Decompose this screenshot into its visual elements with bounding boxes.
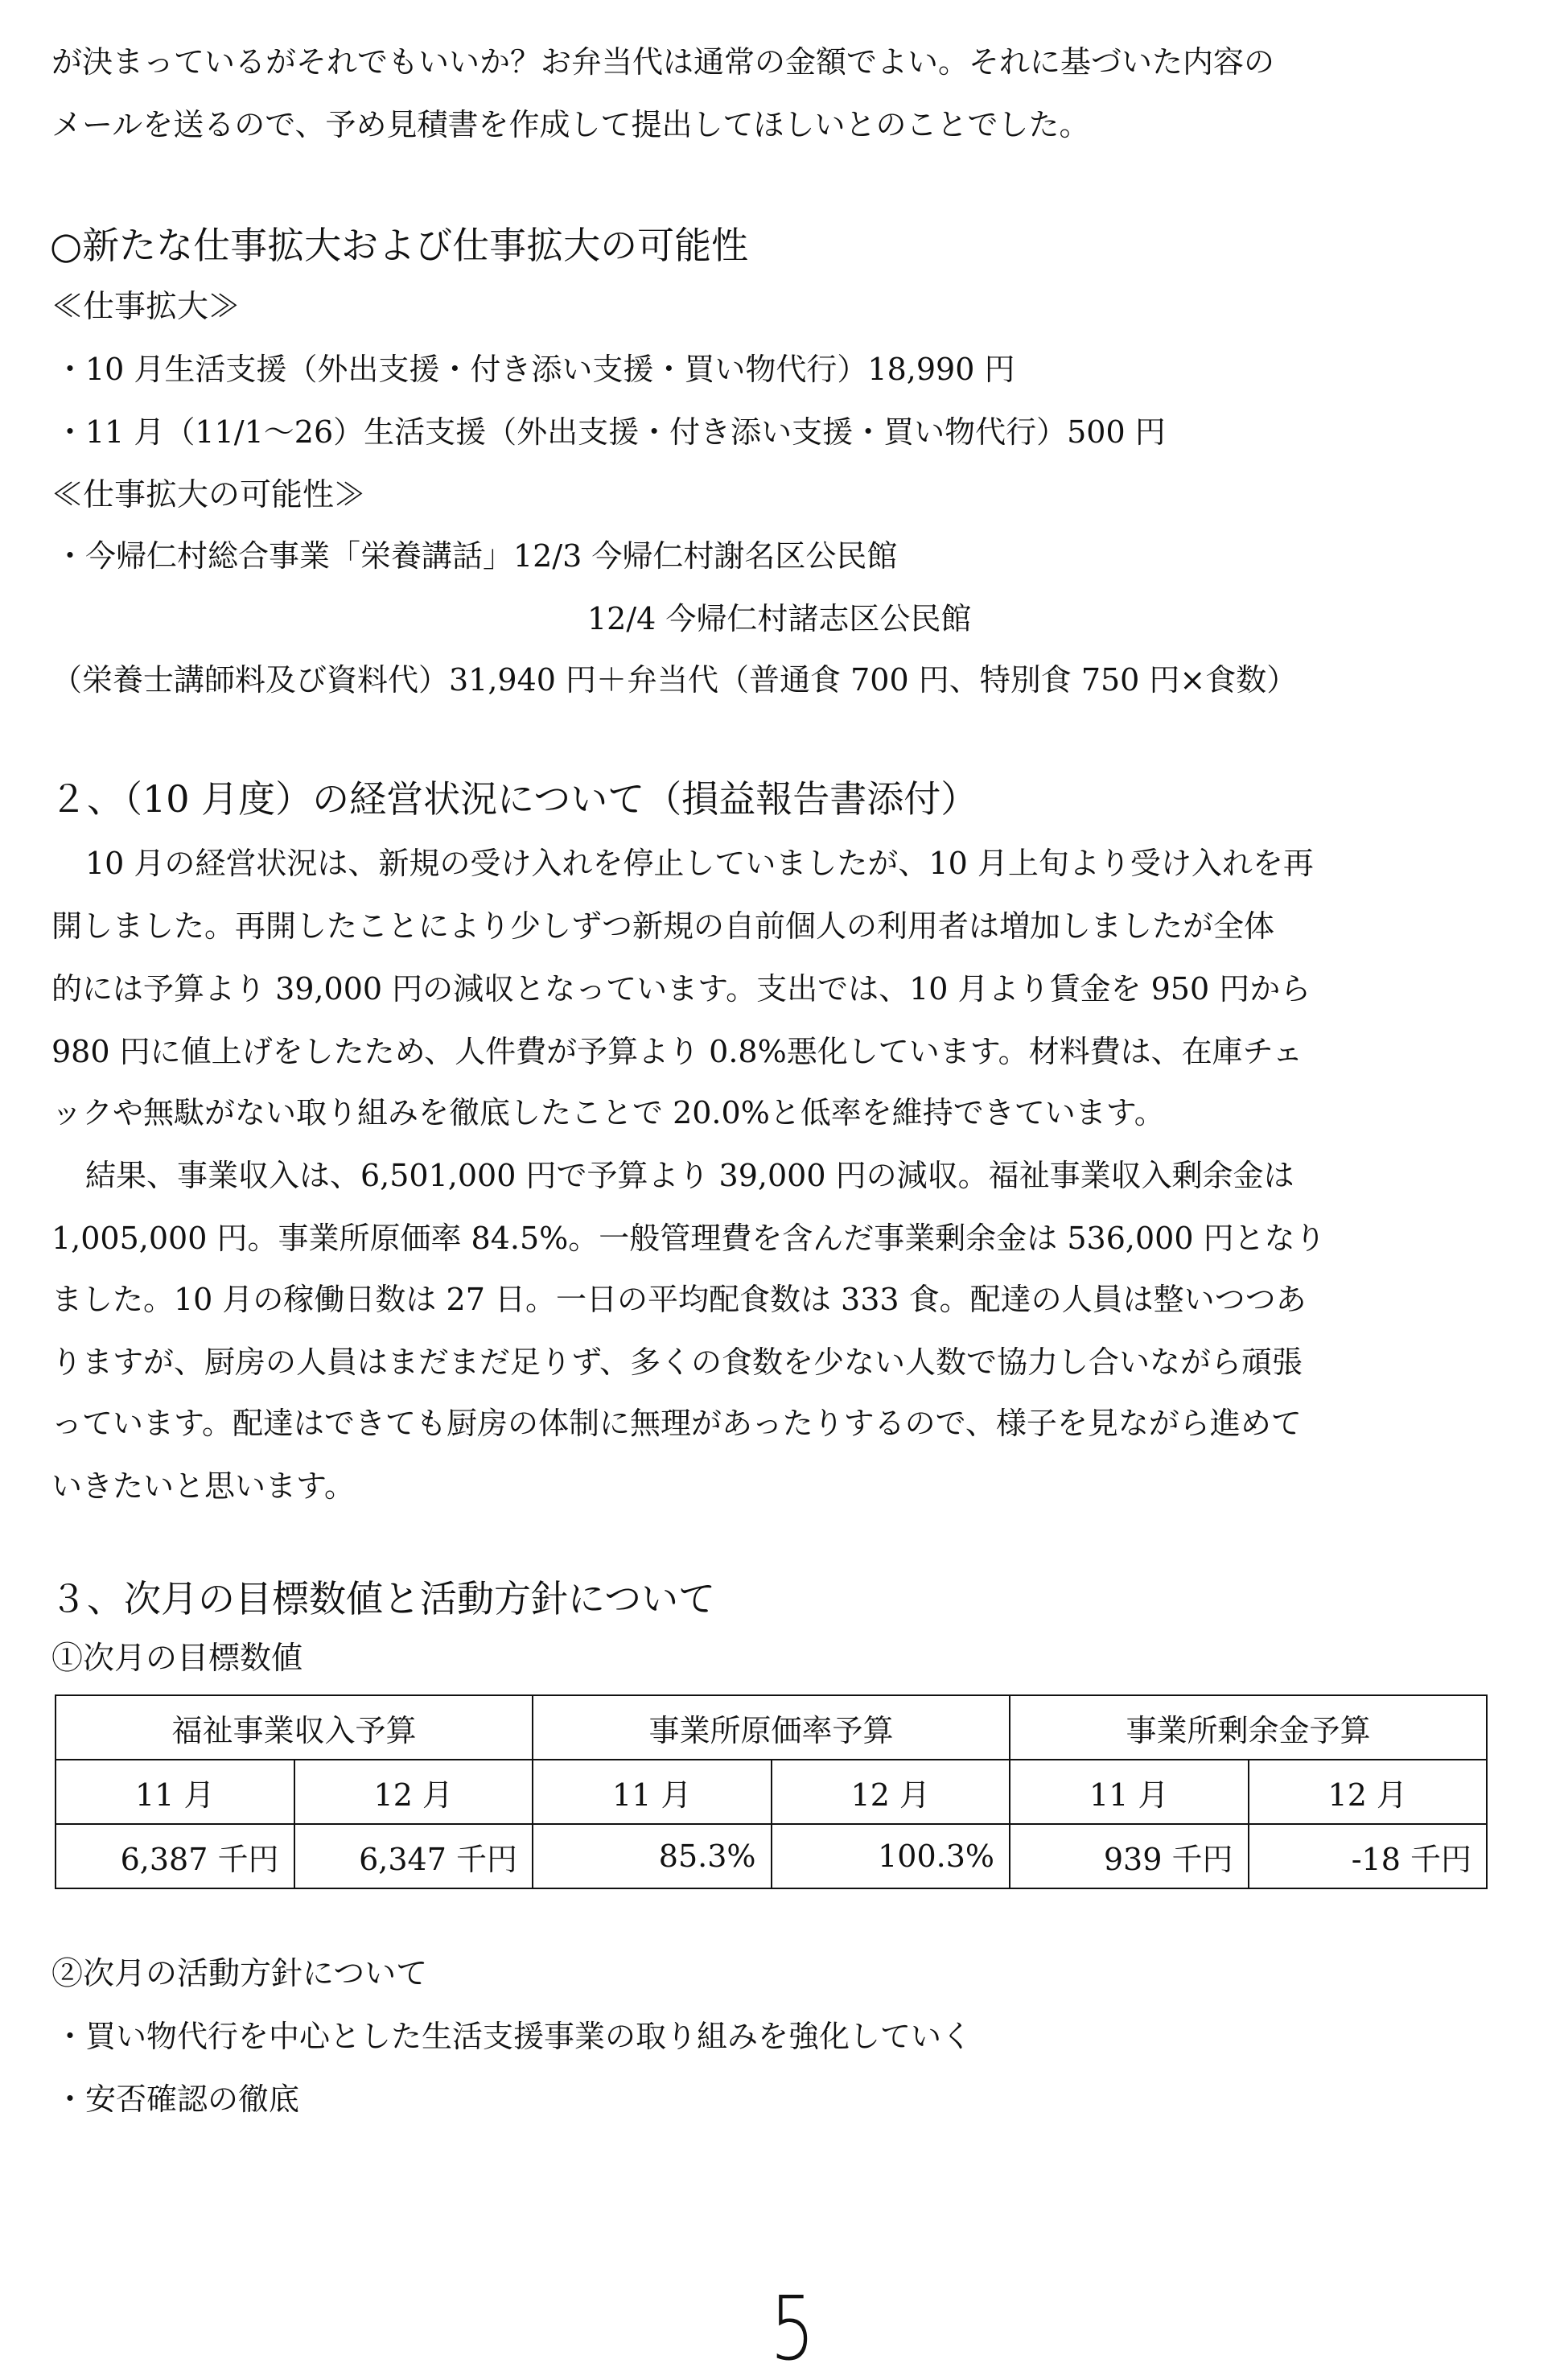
table-value-cell: -18 千円	[1249, 1824, 1488, 1888]
section2-paragraph-line: 1,005,000 円。事業所原価率 84.5%。一般管理費を含んだ事業剰余金は 536,000 円となり	[51, 1221, 1326, 1256]
policy-item: ・安否確認の徹底	[55, 2081, 300, 2117]
section2-paragraph-line: 的には予算より 39,000 円の減収となっています。支出では、10 月より賃金を 950 円から	[51, 971, 1311, 1007]
table-row	[56, 1760, 1487, 1824]
possibility-item: ・今帰仁村総合事業「栄養講話」12/3 今帰仁村謝名区公民館	[55, 538, 898, 574]
section2-paragraph-line: 980 円に値上げをしたため、人件費が予算より 0.8%悪化しています。材料費は、在庫チェ	[51, 1034, 1303, 1069]
table-month-cell: 11 月	[56, 1760, 294, 1824]
target-subheading: ①次月の目標数値	[51, 1641, 303, 1677]
table-row	[56, 1695, 1487, 1760]
table-month-cell: 11 月	[1010, 1760, 1249, 1824]
possibility-subheading: ≪仕事拡大の可能性≫	[51, 477, 366, 513]
table-value-cell: 939 千円	[1010, 1824, 1249, 1888]
possibility-item: 12/4 今帰仁村諸志区公民館	[587, 601, 972, 636]
possibility-fee-note: （栄養士講師料及び資料代）31,940 円＋弁当代（普通食 700 円、特別食 750 円×食数）	[51, 662, 1298, 698]
section2-paragraph-line: りますが、厨房の人員はまだまだ足りず、多くの食数を少ない人数で協力し合いながら頑張	[51, 1344, 1303, 1380]
page-number: 5	[770, 2277, 815, 2380]
section2-paragraph-line: 開しました。再開したことにより少しずつ新規の自前個人の利用者は増加しましたが全体	[51, 908, 1275, 944]
section2-heading: ２、（10 月度）の経営状況について（損益報告書添付）	[50, 777, 978, 821]
table-group-header: 福祉事業収入予算	[56, 1695, 533, 1760]
section2-paragraph-line: ックや無駄がない取り組みを徹底したことで 20.0%と低率を維持できています。	[51, 1095, 1165, 1130]
expansion-subheading: ≪仕事拡大≫	[51, 289, 241, 325]
table-value-cell: 6,347 千円	[294, 1824, 533, 1888]
section2-paragraph-line: っています。配達はできても厨房の体制に無理があったりするので、様子を見ながら進めて	[51, 1406, 1302, 1441]
section3-heading: ３、次月の目標数値と活動方針について	[50, 1577, 716, 1620]
policy-subheading: ②次月の活動方針について	[51, 1956, 428, 1992]
table-row	[56, 1824, 1487, 1888]
section2-paragraph-line: ました。10 月の稼働日数は 27 日。一日の平均配食数は 333 食。配達の人員は整いつつあ	[51, 1282, 1307, 1317]
table-month-cell: 11 月	[533, 1760, 772, 1824]
table-value-cell: 6,387 千円	[56, 1824, 294, 1888]
section2-paragraph-line: 10 月の経営状況は、新規の受け入れを停止していましたが、10 月上旬より受け入れを再	[85, 846, 1314, 881]
expansion-item: ・10 月生活支援（外出支援・付き添い支援・買い物代行）18,990 円	[55, 352, 1015, 387]
table-group-header: 事業所剰余金予算	[1010, 1695, 1487, 1760]
table-month-cell: 12 月	[1249, 1760, 1488, 1824]
section2-paragraph-line: 結果、事業収入は、6,501,000 円で予算より 39,000 円の減収。福祉事業収入剰余金は	[85, 1158, 1294, 1193]
section2-paragraph-line: いきたいと思います。	[51, 1468, 355, 1504]
table-value-cell: 85.3%	[533, 1824, 772, 1888]
expansion-item: ・11 月（11/1～26）生活支援（外出支援・付き添い支援・買い物代行）500 円	[55, 414, 1166, 450]
intro-line: メールを送るので、予め見積書を作成して提出してほしいとのことでした。	[51, 107, 1090, 142]
table-value-cell: 100.3%	[772, 1824, 1010, 1888]
target-table	[55, 1694, 1488, 1889]
table-month-cell: 12 月	[772, 1760, 1010, 1824]
table-month-cell: 12 月	[294, 1760, 533, 1824]
expansion-heading: ○新たな仕事拡大および仕事拡大の可能性	[50, 224, 749, 267]
intro-line: が決まっているがそれでもいいか？お弁当代は通常の金額でよい。それに基づいた内容の	[51, 44, 1275, 80]
table-group-header: 事業所原価率予算	[533, 1695, 1010, 1760]
policy-item: ・買い物代行を中心とした生活支援事業の取り組みを強化していく	[55, 2019, 973, 2054]
